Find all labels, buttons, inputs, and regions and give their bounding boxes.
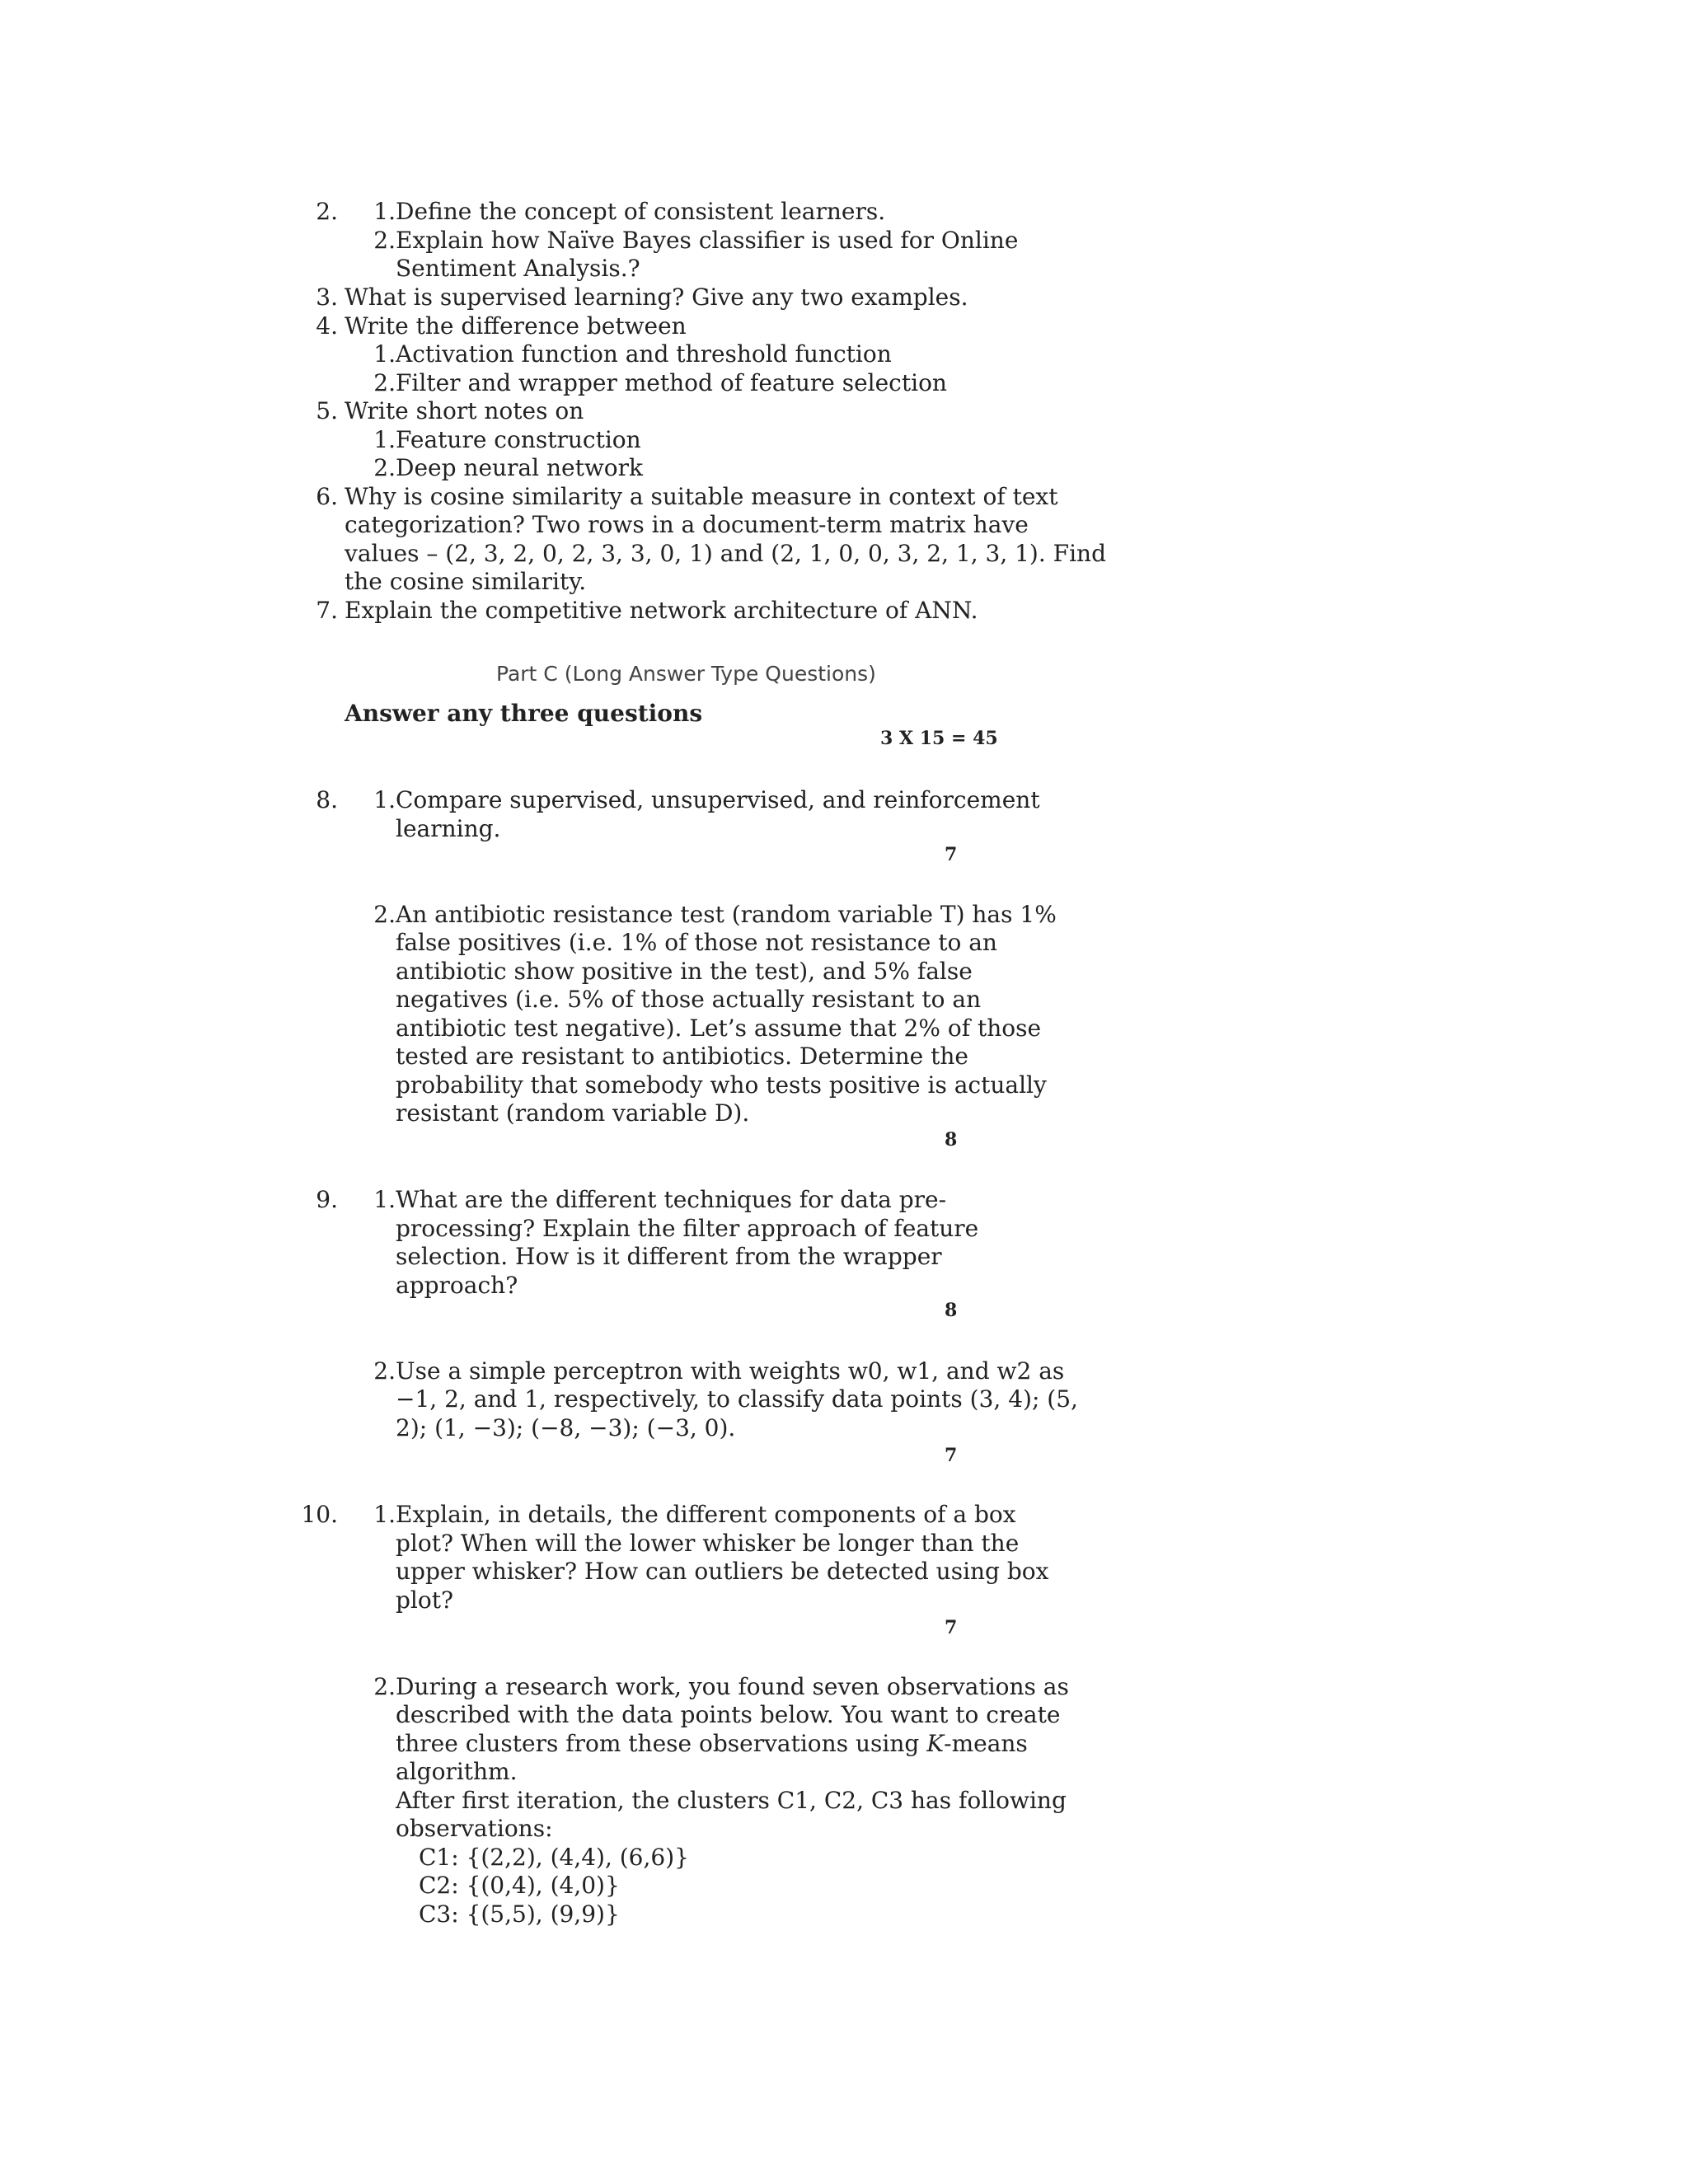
- q8-sub1-marks: 7: [945, 844, 958, 865]
- q4-number: 4.: [316, 312, 338, 340]
- cluster-c2: C2: {(0,4), (4,0)}: [419, 1872, 620, 1899]
- cluster-c3: C3: {(5,5), (9,9)}: [419, 1900, 620, 1928]
- q8-sub1-line1: Compare supervised, unsupervised, and reinforcement: [396, 786, 1040, 813]
- q10-sub2-line6: observations:: [396, 1815, 553, 1842]
- q10-sub1-line3: upper whisker? How can outliers be detected using box: [396, 1558, 1049, 1585]
- q6-line4: the cosine similarity.: [345, 568, 587, 595]
- q9-sub1-marks: 8: [945, 1300, 958, 1321]
- q5-sub1-number: 1.: [373, 426, 396, 453]
- q4-sub2-number: 2.: [373, 369, 396, 396]
- q6-line3: values – (2, 3, 2, 0, 2, 3, 3, 0, 1) and (2, 1, 0, 0, 3, 2, 1, 3, 1). Find: [345, 540, 1106, 567]
- q7-text: Explain the competitive network architecture of ANN.: [345, 597, 978, 624]
- q10-sub2-line1: During a research work, you found seven observations as: [396, 1673, 1069, 1700]
- q4-text: Write the difference between: [345, 312, 687, 340]
- q5-sub2-number: 2.: [373, 454, 396, 481]
- q6-line1: Why is cosine similarity a suitable measure in context of text: [345, 483, 1058, 510]
- q8-sub2-line5: antibiotic test negative). Let’s assume that 2% of those: [396, 1015, 1042, 1042]
- q2-sub2-number: 2.: [373, 227, 396, 254]
- q10-sub1-number: 1.: [373, 1501, 396, 1528]
- q8-sub1-number: 1.: [373, 786, 396, 813]
- part-c-instruction: Answer any three questions: [345, 700, 703, 727]
- q5-text: Write short notes on: [345, 397, 584, 424]
- q2-sub1-number: 1.: [373, 198, 396, 225]
- q2-sub1-text: Define the concept of consistent learners.: [396, 198, 886, 225]
- q10-sub2-line3: [396, 1729, 1028, 1758]
- part-c-heading: Part C (Long Answer Type Questions): [496, 662, 876, 686]
- q4-sub1-text: Activation function and threshold function: [396, 340, 892, 368]
- q10-sub1-marks: 7: [945, 1617, 958, 1638]
- q10-number: 10.: [301, 1501, 338, 1528]
- q9-sub2-marks: 7: [945, 1445, 958, 1466]
- q6-line2: categorization? Two rows in a document-term matrix have: [345, 511, 1029, 538]
- q5-number: 5.: [316, 397, 338, 424]
- q8-sub2-line2: false positives (i.e. 1% of those not resistance to an: [396, 929, 997, 956]
- q6-number: 6.: [316, 483, 338, 510]
- q9-sub1-line1: What are the different techniques for data pre-: [396, 1186, 947, 1213]
- q8-sub1-line2: learning.: [396, 815, 501, 842]
- q10-sub2-number: 2.: [373, 1673, 396, 1700]
- q9-sub1-number: 1.: [373, 1186, 396, 1213]
- part-c-marks: 3 X 15 = 45: [880, 728, 998, 749]
- q5-sub1-text: Feature construction: [396, 426, 641, 453]
- q8-sub2-line6: tested are resistant to antibiotics. Determine the: [396, 1043, 968, 1070]
- q8-sub2-line3: antibiotic show positive in the test), and 5% false: [396, 958, 973, 985]
- q8-sub2-line7: probability that somebody who tests positive is actually: [396, 1071, 1047, 1099]
- q9-number: 9.: [316, 1186, 338, 1213]
- q9-sub1-line4: approach?: [396, 1272, 518, 1299]
- q10-sub1-line1: Explain, in details, the different components of a box: [396, 1501, 1016, 1528]
- q4-sub2-text: Filter and wrapper method of feature selection: [396, 369, 947, 396]
- q10-sub2-line3-k: K: [926, 1730, 945, 1757]
- q2-sub2-line2: Sentiment Analysis.?: [396, 255, 640, 282]
- q3-number: 3.: [316, 284, 338, 311]
- q8-sub2-marks: 8: [945, 1129, 958, 1151]
- q8-number: 8.: [316, 786, 338, 813]
- q8-sub2-line8: resistant (random variable D).: [396, 1099, 750, 1127]
- q10-sub1-line2: plot? When will the lower whisker be longer than the: [396, 1530, 1020, 1557]
- q9-sub2-number: 2.: [373, 1357, 396, 1385]
- q2-sub2-line1: Explain how Naïve Bayes classifier is used for Online: [396, 227, 1019, 254]
- cluster-c1: C1: {(2,2), (4,4), (6,6)}: [419, 1844, 689, 1871]
- q3-text: What is supervised learning? Give any two examples.: [345, 284, 968, 311]
- q10-sub2-line2: described with the data points below. You want to create: [396, 1701, 1061, 1728]
- q8-sub2-line4: negatives (i.e. 5% of those actually resistant to an: [396, 986, 982, 1013]
- q9-sub2-line2: −1, 2, and 1, respectively, to classify data points (3, 4); (5,: [396, 1385, 1078, 1413]
- q9-sub2-line3: 2); (1, −3); (−8, −3); (−3, 0).: [396, 1414, 736, 1441]
- q5-sub2-text: Deep neural network: [396, 454, 644, 481]
- q10-sub2-line3-post: -means: [944, 1730, 1028, 1757]
- q10-sub1-line4: plot?: [396, 1586, 453, 1614]
- q2-number: 2.: [316, 198, 338, 225]
- q10-sub2-line5: After first iteration, the clusters C1, C2, C3 has following: [396, 1787, 1067, 1814]
- q8-sub2-number: 2.: [373, 901, 396, 928]
- q8-sub2-line1: An antibiotic resistance test (random variable T) has 1%: [396, 901, 1057, 928]
- q7-number: 7.: [316, 597, 338, 624]
- q9-sub1-line3: selection. How is it different from the wrapper: [396, 1243, 942, 1270]
- q9-sub1-line2: processing? Explain the filter approach of feature: [396, 1215, 979, 1242]
- q4-sub1-number: 1.: [373, 340, 396, 368]
- q10-sub2-line3-pre: three clusters from these observations using: [396, 1730, 927, 1757]
- q10-sub2-line4: algorithm.: [396, 1758, 518, 1785]
- q9-sub2-line1: Use a simple perceptron with weights w0, w1, and w2 as: [396, 1357, 1065, 1385]
